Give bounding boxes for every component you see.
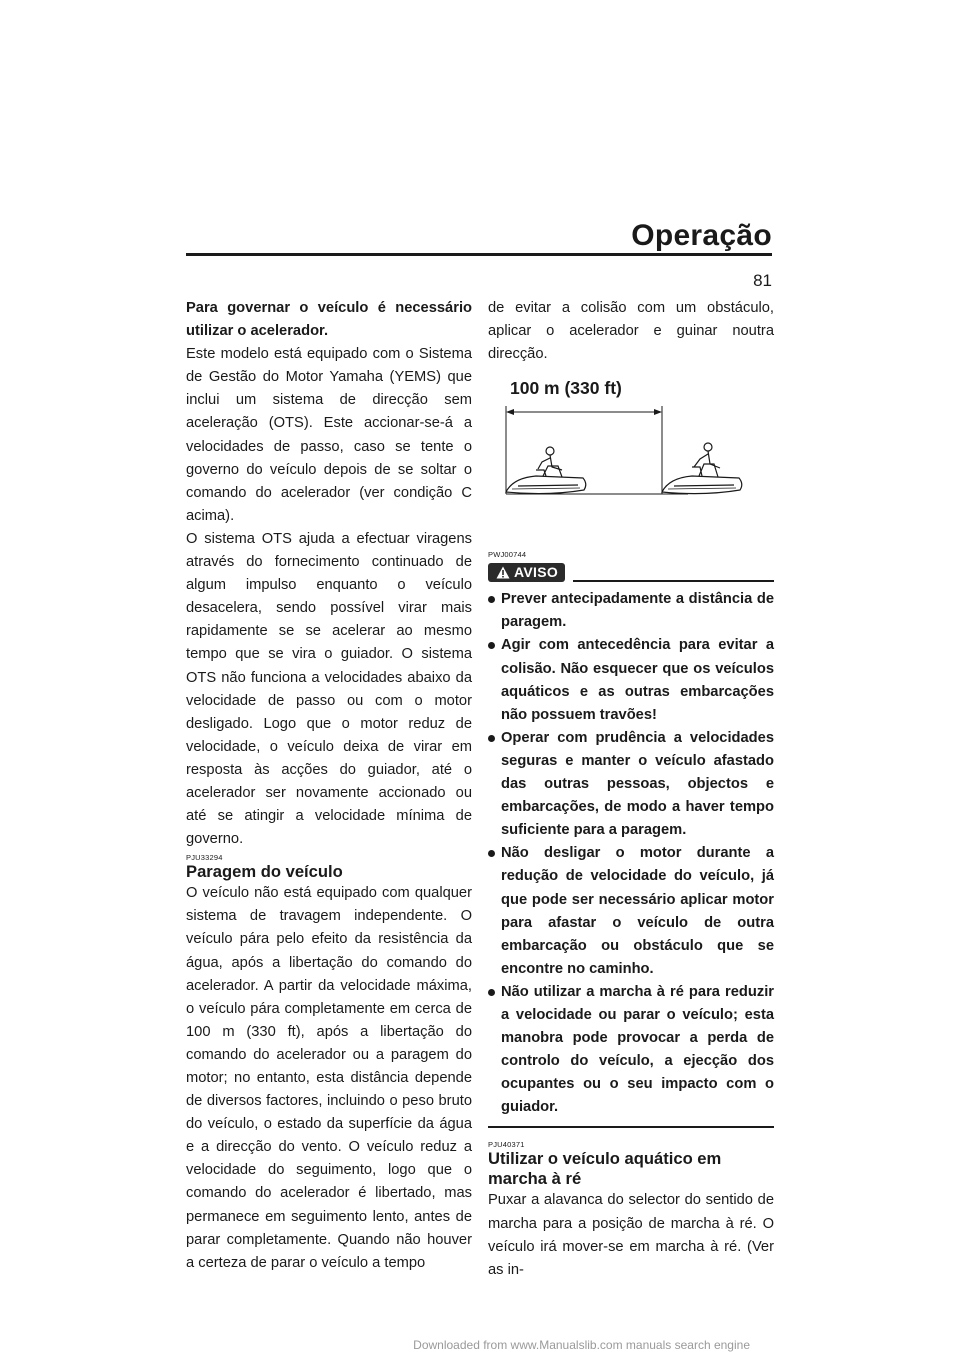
warning-header [488, 561, 774, 582]
warning-item: Agir com antecedência para evitar a colisão. Não esquecer que os veículos aquáticos e as outras embarcações não possuem travões! [488, 634, 774, 726]
right-column [488, 297, 774, 1282]
stopping-distance-figure [488, 374, 774, 548]
stopping-distance-illustration [488, 374, 774, 548]
left-column [186, 297, 472, 1275]
section-code: PJU40371 [488, 1140, 525, 1150]
section-code: PJU33294 [186, 853, 223, 863]
header-rule [186, 253, 772, 256]
paragraph-yems: Este modelo está equipado com o Sistema de Gestão do Motor Yamaha (YEMS) que inclui um sistema de direcção sem aceleração (OTS). Este accionar-se-á a velocidades de passo, caso se tente o governo do veículo depois de se soltar o comando do acelerador (ver condição C acima). [186, 346, 472, 524]
paragraph-stopping: O veículo não está equipado com qualquer sistema de travagem independente. O veículo pára pelo efeito da resistência da água, após a libertação do comando do acelerador. A partir da velocidade máxima, o veículo pára completamente em cerca de 100 m (330 ft), após a libertação do comando do acelerador ou a paragem do motor; no entanto, esta distância depende de diversos factores, incluindo o peso bruto do veículo, o estado da superfície da água e a direcção do vento. O veículo reduz a velocidade do seguimento, logo que o comando do acelerador é libertado, mas permanece em seguimento lento, antes de parar completamente. Quando não houver a certeza de parar o veículo a tempo [186, 885, 472, 1271]
paragraph-ots: O sistema OTS ajuda a efectuar viragens através do fornecimento continuado de algum impulso enquanto o veículo desacelera, sendo possível virar mais rapidamente se se acelerar ao mesmo tempo que se vira o guiador. O sistema OTS não funciona a velocidades abaixo da velocidade de passo ou com o motor desligado. Logo que o motor reduz de velocidade, o veículo deixa de virar em resposta às acções do guiador, até o acelerador ser novamente accionado ou até se atingir a velocidade mínima de governo. [186, 530, 472, 848]
warning-code: PWJ00744 [488, 550, 527, 560]
warning-item: Não utilizar a marcha à ré para reduzir a velocidade ou parar o veículo; esta manobra pode provocar a perda de controlo do veículo, a ejecção dos ocupantes ou o seu impacto com o guiador. [488, 981, 774, 1120]
section-title-reverse: Utilizar o veículo aquático em marcha à ré [488, 1149, 722, 1189]
warning-list [488, 588, 774, 1119]
intro-bold-text: Para governar o veículo é necessário utilizar o acelerador. [186, 300, 472, 340]
warning-item: Prever antecipadamente a distância de paragem. [488, 588, 774, 634]
paragraph-continued: de evitar a colisão com um obstáculo, aplicar o acelerador e guinar noutra direcção. [488, 300, 774, 363]
warning-rule [573, 580, 774, 582]
section-title-stopping: Paragem do veículo [186, 862, 343, 882]
watercraft-icon [506, 447, 586, 494]
page-number: 81 [753, 271, 772, 290]
warning-label: AVISO [514, 564, 559, 581]
warning-triangle-icon [496, 566, 510, 579]
distance-label: 100 m (330 ft) [510, 378, 622, 399]
warning-badge [488, 563, 565, 582]
warning-item: Não desligar o motor durante a redução de velocidade do veículo, já que pode ser necessário aplicar motor para afastar o veículo de outra embarcação ou obstáculo que se encontre no caminho. [488, 842, 774, 981]
page-title: Operação [631, 219, 772, 252]
footer-watermark: Downloaded from www.Manualslib.com manuals search engine [413, 1338, 750, 1352]
watercraft-icon [662, 443, 742, 494]
warning-item: Operar com prudência a velocidades seguras e manter o veículo afastado das outras pessoas, objectos e embarcações, de modo a haver tempo suficiente para a paragem. [488, 727, 774, 842]
warning-end-rule [488, 1126, 774, 1128]
paragraph-reverse: Puxar a alavanca do selector do sentido de marcha para a posição de marcha à ré. O veículo irá mover-se em marcha à ré. (Ver as in- [488, 1192, 774, 1278]
